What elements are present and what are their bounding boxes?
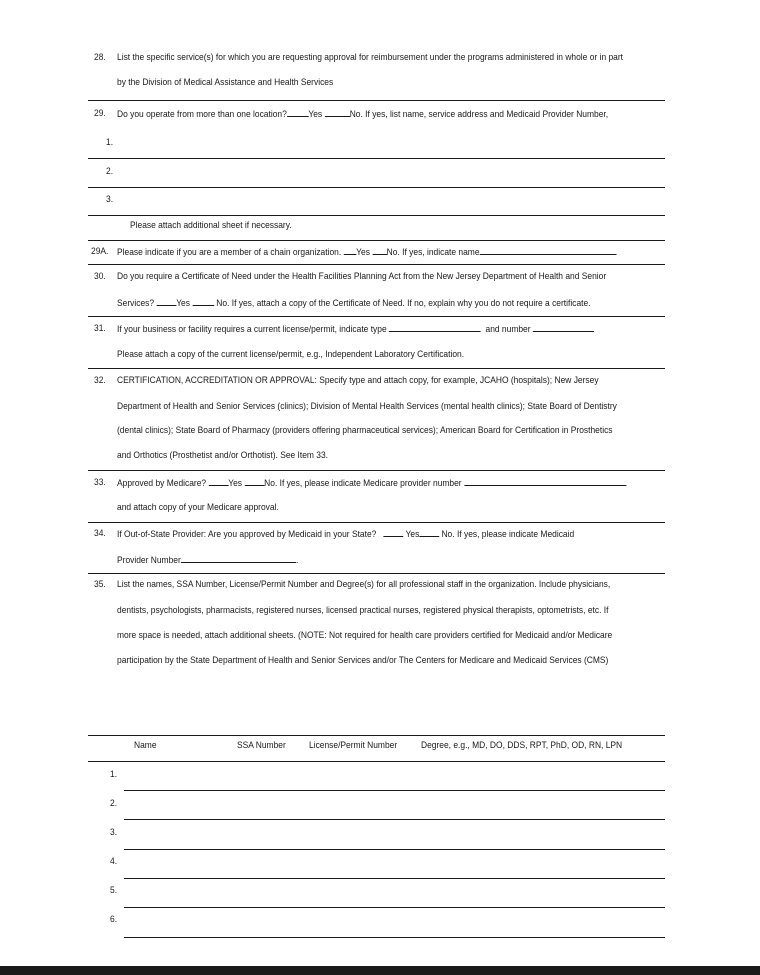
staff-row-line[interactable] bbox=[124, 819, 665, 820]
staff-row-number: 4. bbox=[110, 855, 118, 866]
item-35-text-line4: participation by the State Department of Health and Senior Services and/or The Centers for Medicare and Medicaid Services (CMS) bbox=[117, 654, 609, 665]
item-31-number-label: and number bbox=[485, 323, 531, 334]
item-33-medicare-text: Approved by Medicare? bbox=[117, 477, 207, 488]
item-30-no-text: No. If yes, attach a copy of the Certificate of Need. If no, explain why you do not require a certificate. bbox=[216, 297, 591, 308]
staff-row-line[interactable] bbox=[124, 790, 665, 791]
item-33-number: 33. bbox=[94, 476, 106, 487]
staff-table-top-rule bbox=[88, 735, 665, 736]
item-35-text-line3: more space is needed, attach additional sheets. (NOTE: Not required for health care providers certified for Medicaid and/or Medicare bbox=[117, 629, 613, 640]
item-29a-no-text: No. If yes, indicate name bbox=[386, 246, 480, 257]
item-33-text-line1 bbox=[117, 476, 626, 489]
item-29-number: 29. bbox=[94, 107, 106, 118]
staff-table-header-name: Name bbox=[134, 739, 157, 750]
item-32-number: 32. bbox=[94, 374, 106, 385]
item-33-medicare-number-blank[interactable] bbox=[464, 476, 626, 486]
staff-row-line[interactable] bbox=[124, 907, 665, 908]
item-29-row-number: 2. bbox=[106, 165, 114, 176]
staff-row-number: 1. bbox=[110, 768, 118, 779]
item-29-no-text: No. If yes, list name, service address and Medicaid Provider Number, bbox=[349, 108, 609, 119]
staff-row-number: 6. bbox=[110, 913, 118, 924]
staff-row-number: 3. bbox=[110, 826, 118, 837]
page-bottom-border bbox=[0, 966, 760, 975]
item-31-text-line1 bbox=[117, 322, 594, 335]
item-34-period: . bbox=[295, 554, 299, 565]
item-34-provider-number-blank[interactable] bbox=[181, 553, 299, 565]
item-28-text-line2: by the Division of Medical Assistance and Health Services bbox=[117, 76, 334, 87]
staff-row-number: 2. bbox=[110, 797, 118, 808]
item-32-text-line4: and Orthotics (Prosthetist and/or Orthotist). See Item 33. bbox=[117, 449, 329, 460]
item-32-text-line3: (dental clinics); State Board of Pharmacy (providers offering pharmaceutical services); American Board for Certification in Prosthetics bbox=[117, 424, 613, 435]
staff-table-header-ssa: SSA Number bbox=[237, 739, 286, 750]
item-30-yes-label: Yes bbox=[176, 297, 190, 308]
staff-row-line[interactable] bbox=[124, 937, 665, 938]
item-33-text-line2: and attach copy of your Medicare approval. bbox=[117, 501, 279, 512]
item-34-provider-number-label: Provider Number bbox=[117, 554, 181, 565]
item-29-yes-label: Yes bbox=[308, 108, 323, 119]
item-29a-number: 29A. bbox=[91, 245, 109, 256]
item-30-text-line2 bbox=[117, 296, 591, 309]
item-35-number: 35. bbox=[94, 578, 106, 589]
item-29-question bbox=[117, 107, 608, 120]
item-30-text-line1: Do you require a Certificate of Need under the Health Facilities Planning Act from the New Jersey Department of Health and Senior bbox=[117, 270, 607, 281]
item-30-bottom-rule bbox=[88, 316, 665, 317]
item-28-number: 28. bbox=[94, 51, 106, 62]
staff-table-header-license: License/Permit Number bbox=[309, 739, 398, 750]
item-29a-question-text: Please indicate if you are a member of a chain organization. bbox=[117, 246, 342, 257]
item-29a-bottom-rule bbox=[88, 264, 665, 265]
item-34-yes-blank[interactable] bbox=[383, 527, 403, 537]
item-28-bottom-rule bbox=[88, 100, 665, 101]
item-34-text-line1 bbox=[117, 527, 574, 540]
item-29a-no-blank[interactable] bbox=[372, 245, 386, 255]
item-29a-yes-label: Yes bbox=[356, 246, 370, 257]
item-29-no-blank[interactable] bbox=[325, 107, 350, 117]
item-31-text-line2: Please attach a copy of the current license/permit, e.g., Independent Laboratory Certification. bbox=[117, 348, 465, 359]
item-32-bottom-rule bbox=[88, 470, 665, 471]
item-29a-chain-name-blank[interactable] bbox=[480, 245, 617, 255]
item-30-number: 30. bbox=[94, 270, 106, 281]
item-34-out-of-state-text: If Out-of-State Provider: Are you approved by Medicaid in your State? bbox=[117, 528, 377, 539]
item-32-text-line1: CERTIFICATION, ACCREDITATION OR APPROVAL: Specify type and attach copy, for example, JCAHO (hospitals); New Jersey bbox=[117, 374, 599, 385]
staff-table-header-degree: Degree, e.g., MD, DO, DDS, RPT, PhD, OD, RN, LPN bbox=[421, 739, 623, 750]
staff-row-line[interactable] bbox=[124, 878, 665, 879]
item-33-bottom-rule bbox=[88, 522, 665, 523]
item-31-license-type-text: If your business or facility requires a current license/permit, indicate type bbox=[117, 323, 387, 334]
item-29-row-2-line[interactable] bbox=[88, 187, 665, 188]
item-33-no-text: No. If yes, please indicate Medicare provider number bbox=[264, 477, 462, 488]
item-35-text-line1: List the names, SSA Number, License/Permit Number and Degree(s) for all professional staff in the organization. Include physicians, bbox=[117, 578, 611, 589]
item-32-text-line2: Department of Health and Senior Services (clinics); Division of Mental Health Services (mental health clinics); State Board of Dentistry bbox=[117, 400, 617, 411]
item-29-attach-note: Please attach additional sheet if necessary. bbox=[130, 219, 292, 230]
staff-row-number: 5. bbox=[110, 884, 118, 895]
item-31-license-type-blank[interactable] bbox=[389, 322, 481, 332]
item-28-text-line1: List the specific service(s) for which you are requesting approval for reimbursement under the programs administered in whole or in part bbox=[117, 51, 624, 62]
item-34-text-line2 bbox=[117, 553, 298, 566]
item-29-row-3-line[interactable] bbox=[88, 215, 665, 216]
item-34-bottom-rule bbox=[88, 573, 665, 574]
staff-table-header-rule bbox=[88, 761, 665, 762]
item-30-yes-blank[interactable] bbox=[156, 296, 176, 306]
item-31-license-number-blank[interactable] bbox=[533, 322, 594, 332]
item-34-number: 34. bbox=[94, 527, 106, 538]
item-29-row-1-line[interactable] bbox=[88, 158, 665, 159]
item-31-number: 31. bbox=[94, 322, 106, 333]
item-34-no-blank[interactable] bbox=[419, 527, 439, 537]
item-34-yes-label: Yes bbox=[405, 528, 420, 539]
item-31-bottom-rule bbox=[88, 368, 665, 369]
item-29-bottom-rule bbox=[88, 240, 665, 241]
item-29a-yes-blank[interactable] bbox=[344, 245, 357, 255]
item-33-yes-blank[interactable] bbox=[208, 476, 228, 486]
item-34-no-text: No. If yes, please indicate Medicaid bbox=[441, 528, 575, 539]
item-29-row-number: 3. bbox=[106, 193, 114, 204]
item-33-yes-label: Yes bbox=[228, 477, 243, 488]
item-30-no-blank[interactable] bbox=[192, 296, 214, 306]
item-29a-question bbox=[117, 245, 616, 258]
item-29-row-number: 1. bbox=[106, 136, 114, 147]
item-35-text-line2: dentists, psychologists, pharmacists, registered nurses, licensed practical nurses, registered physical therapists, optometrists, etc. If bbox=[117, 604, 609, 615]
item-29-question-text: Do you operate from more than one location? bbox=[117, 108, 287, 119]
item-29-yes-blank[interactable] bbox=[287, 107, 309, 117]
staff-row-line[interactable] bbox=[124, 849, 665, 850]
item-30-services-text: Services? bbox=[117, 297, 155, 308]
item-33-no-blank[interactable] bbox=[244, 476, 264, 486]
